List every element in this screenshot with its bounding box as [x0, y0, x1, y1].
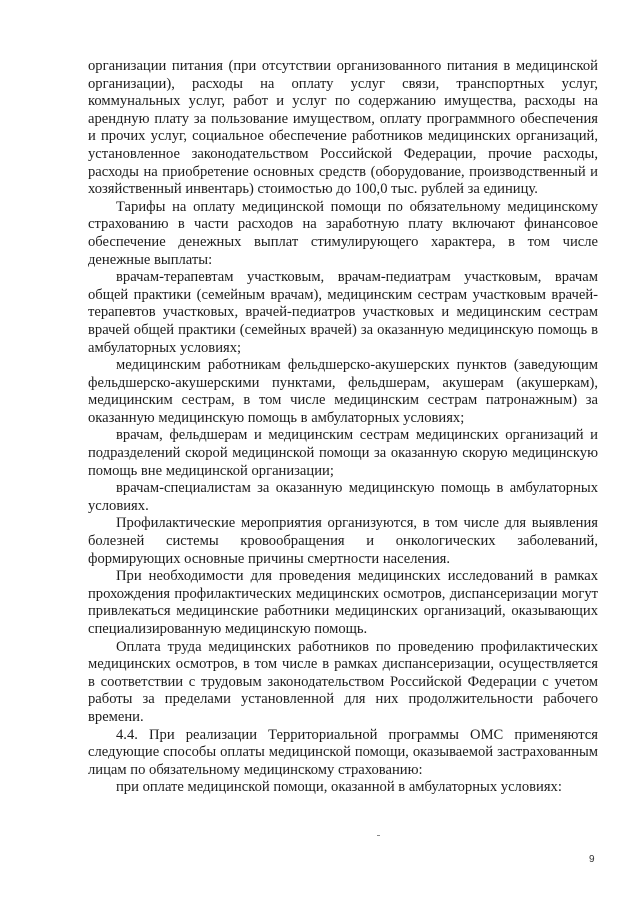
document-body [88, 58, 598, 797]
paragraph-tariffs: Тарифы на оплату медицинской помощи по обязательному медицинскому страхованию в части расходов на заработную плату включают финансовое обеспечение денежных выплат стимулирующего характера, в том числе денежные выплаты: [88, 198, 598, 268]
paragraph-list-specialists: врачам-специалистам за оказанную медицинскую помощь в амбулаторных условиях. [88, 480, 598, 514]
page-number: 9 [589, 854, 595, 865]
paragraph-list-feldsher-points: медицинским работникам фельдшерско-акушерских пунктов (заведующим фельдшерско-акушерскими пунктами, фельдшерам, акушерам (акушеркам), медицинским сестрам, в том числе медицинским сестрам патронажным) за оказанную медицинскую помощь в амбулаторных условиях; [88, 357, 598, 426]
paragraph-labor-payment: Оплата труда медицинских работников по проведению профилактических медицинских осмотров, в том числе в рамках диспансеризации, осуществляется в соответствии с трудовым законодательством Российской Федерации с учетом работы за пределами установленной для них продолжительности рабочего времени. [88, 638, 598, 725]
paragraph-section-4-4: 4.4. При реализации Территориальной программы ОМС применяются следующие способы оплаты медицинской помощи, оказываемой застрахованным лицам по обязательному медицинскому страхованию: [88, 726, 598, 778]
paragraph-involvement: При необходимости для проведения медицинских исследований в рамках прохождения профилактических медицинских осмотров, диспансеризации могут привлекаться медицинские работники медицинских организаций, оказывающих специализированную медицинскую помощь. [88, 568, 598, 637]
paragraph-preventive-measures: Профилактические мероприятия организуются, в том числе для выявления болезней системы кровообращения и онкологических заболеваний, формирующих основные причины смертности населения. [88, 515, 598, 567]
paragraph-costs-continuation: организации питания (при отсутствии организованного питания в медицинской организации), расходы на оплату услуг связи, транспортных услуг, коммунальных услуг, работ и услуг по содержанию имущества, расходы на арендную плату за пользование имуществом, оплату программного обеспечения и прочих услуг, социальное обеспечение работников медицинских организаций, установленное законодательством Российской Федерации, прочие расходы, расходы на приобретение основных средств (оборудование, производственный и хозяйственный инвентарь) стоимостью до 100,0 тыс. рублей за единицу. [88, 58, 598, 198]
paragraph-outpatient-payment: при оплате медицинской помощи, оказанной в амбулаторных условиях: [116, 779, 562, 796]
paragraph-list-emergency: врачам, фельдшерам и медицинским сестрам медицинских организаций и подразделений скорой медицинской помощи за оказанную скорую медицинскую помощь вне медицинской организации; [88, 427, 598, 479]
scan-artifact [377, 835, 380, 836]
paragraph-list-district-doctors: врачам-терапевтам участковым, врачам-педиатрам участковым, врачам общей практики (семейным врачам), медицинским сестрам участковым врачей-терапевтов участковых, врачей-педиатров участковых и медицинским сестрам врачей общей практики (семейных врачей) за оказанную медицинскую помощь в амбулаторных условиях; [88, 269, 598, 356]
